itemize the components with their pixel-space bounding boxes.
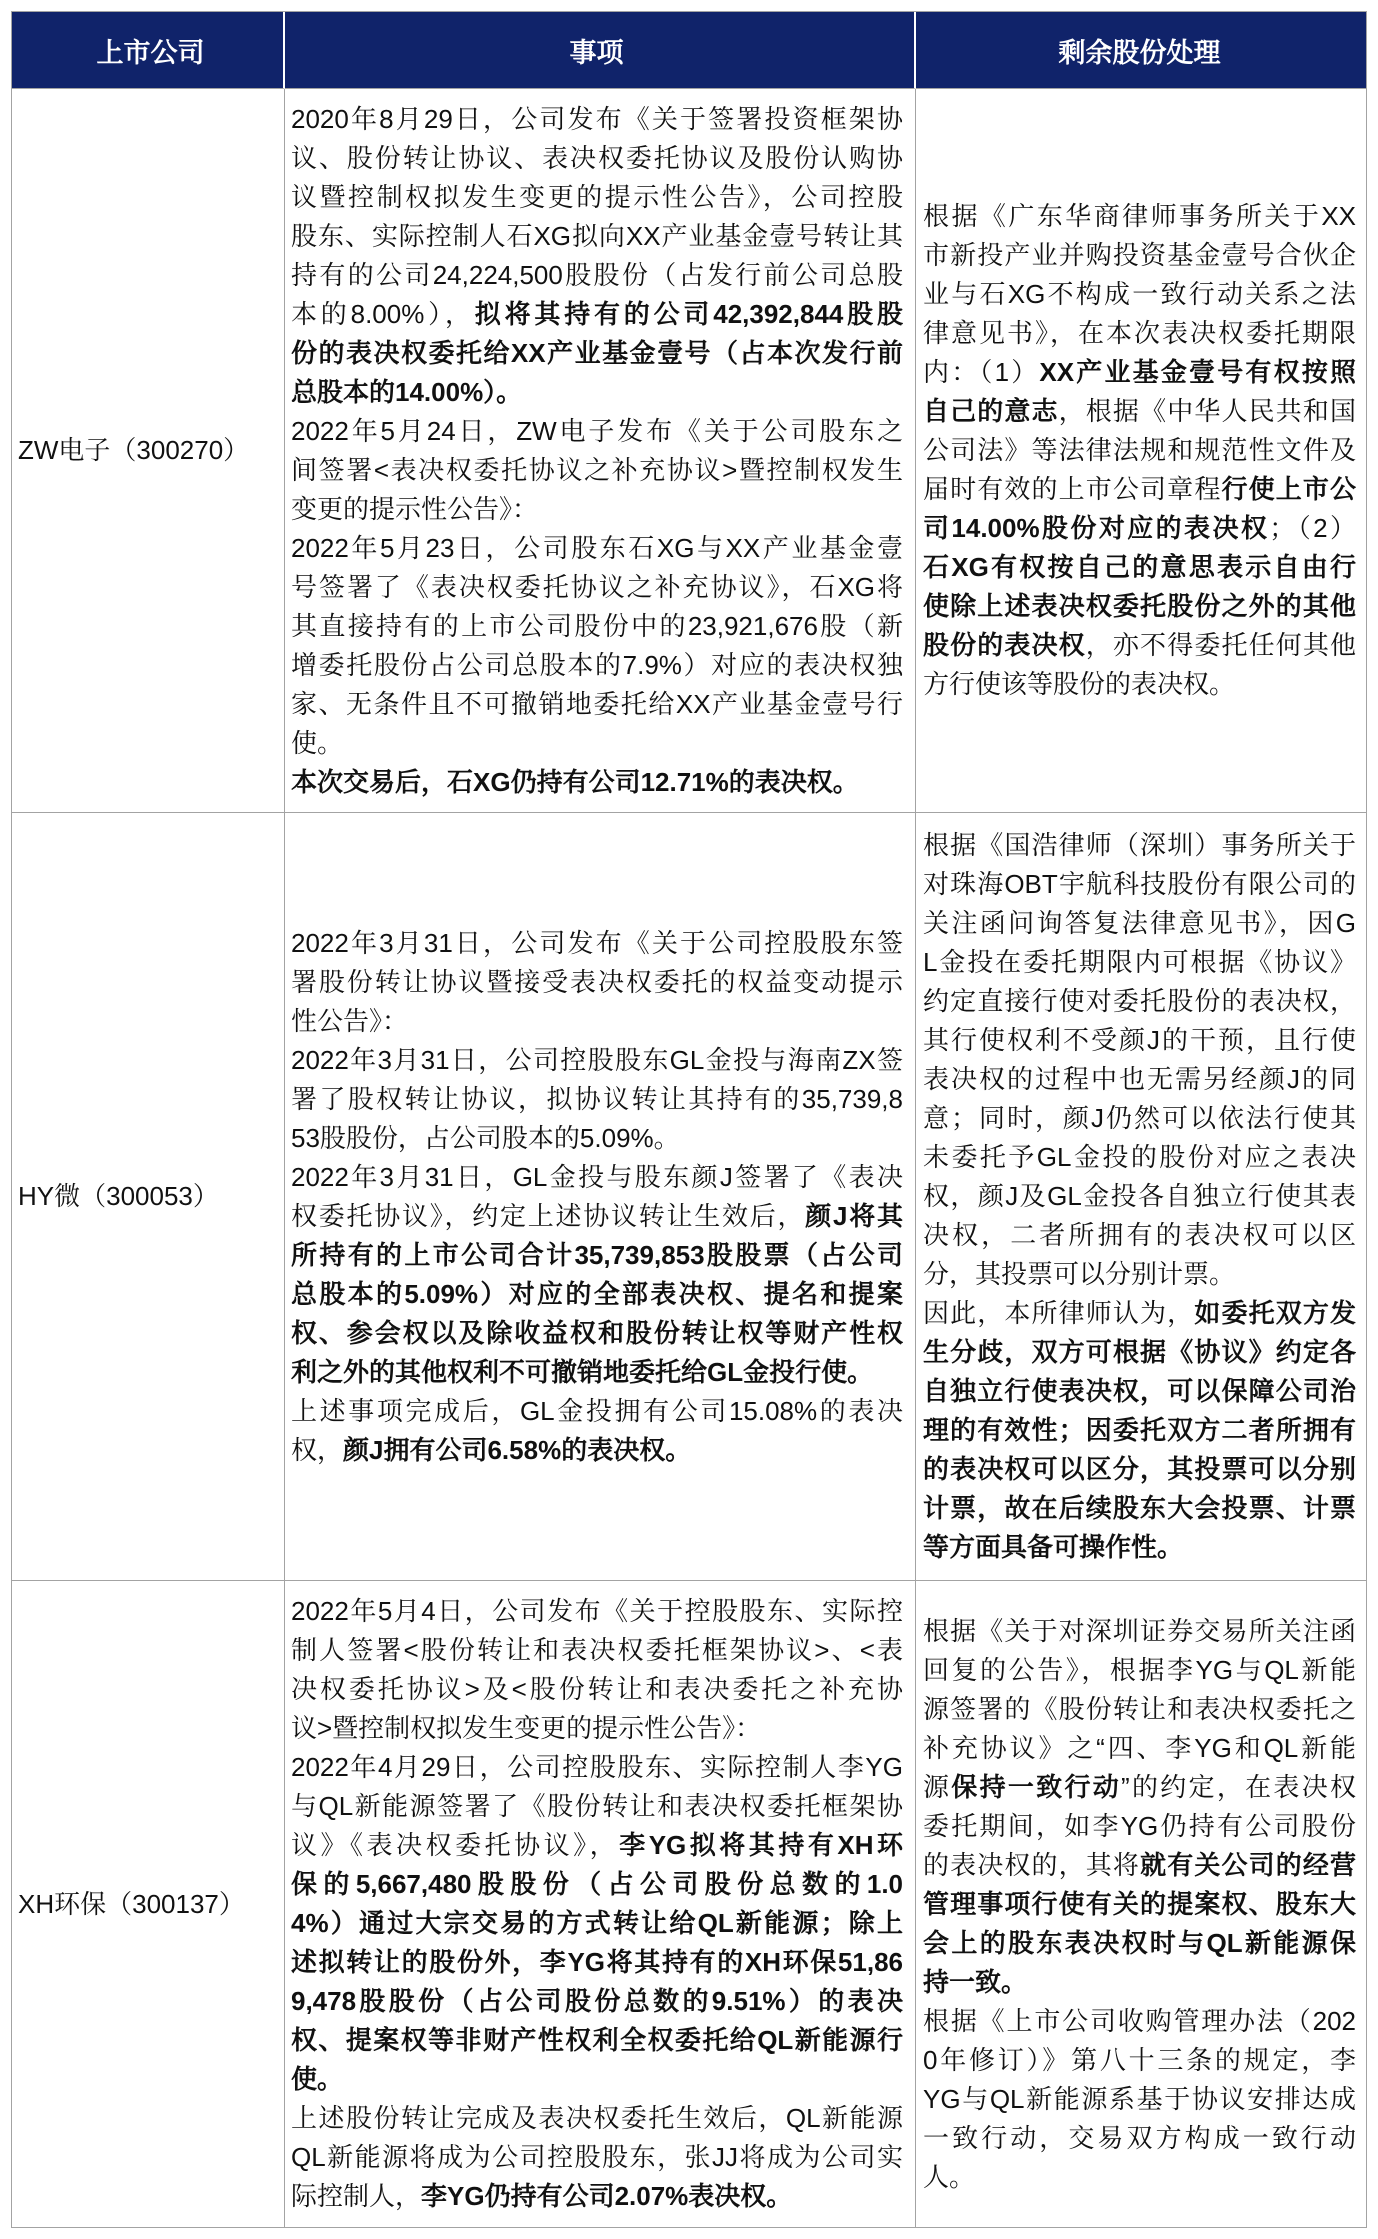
company-cell xyxy=(12,1581,285,2228)
text-run: 未委托予GL金投的股份对应之表决 xyxy=(923,1142,1356,1172)
paragraph xyxy=(291,1592,903,1748)
text-line xyxy=(923,314,1356,353)
text-line xyxy=(923,1138,1356,1177)
text-line xyxy=(291,1197,903,1236)
text-line xyxy=(923,665,1356,704)
text-run: 53股股份，占公司股本的5.09%。 xyxy=(291,1122,680,1153)
text-line xyxy=(291,1865,903,1904)
text-run: 补充协议》之“四、李YG和QL新能 xyxy=(923,1732,1356,1763)
bold-text-run: 股份的表决权 xyxy=(923,630,1086,660)
bold-text-run: 李YG拟将其持有XH环 xyxy=(619,1830,903,1860)
bold-text-run: 总股本的5.09%）对应的全部表决权、提名和提案 xyxy=(291,1278,903,1309)
text-run: 市新投产业并购投资基金壹号合伙企 xyxy=(923,240,1356,270)
text-run: 方行使该等股份的表决权。 xyxy=(923,669,1236,699)
bold-text-run: 利之外的其他权利不可撤销地委托给GL金投行使。 xyxy=(291,1356,874,1387)
text-run: 委托期间，如李YG仍持有公司股份 xyxy=(923,1810,1356,1841)
bold-text-run: 李YG仍持有公司2.07%表决权。 xyxy=(421,2181,793,2211)
text-run: 本的8.00%）， xyxy=(291,298,475,329)
paragraph xyxy=(291,1748,903,2099)
remaining-shares-cell xyxy=(916,1581,1367,2228)
text-line xyxy=(291,178,903,217)
text-run: 持有的公司24,224,500股股份（占发行前公司总股 xyxy=(291,259,903,290)
text-line xyxy=(923,1528,1356,1567)
paragraph xyxy=(923,826,1356,1294)
bold-text-run: 权、提案权等非财产性权利全权委托给QL新能源行 xyxy=(291,2025,903,2055)
text-run: 号签署了《表决权委托协议之补充协议》，石XG将 xyxy=(291,571,903,602)
text-run: 对珠海OBT宇航科技股份有限公司的 xyxy=(923,869,1356,899)
text-line xyxy=(923,865,1356,904)
company-name: ZW电子（300270） xyxy=(18,435,250,465)
text-run: 署了股权转让协议，拟协议转让其持有的35,739,8 xyxy=(291,1083,903,1114)
text-line xyxy=(923,431,1356,470)
text-run: 人。 xyxy=(923,2161,976,2192)
text-run: 分，其投票可以分别计票。 xyxy=(923,1259,1236,1289)
bold-text-run: 4%）通过大宗交易的方式转让给QL新能源；除上 xyxy=(291,1908,903,1938)
text-line xyxy=(291,924,903,963)
text-line xyxy=(923,236,1356,275)
text-line xyxy=(923,1612,1356,1651)
text-run: 决权，二者所拥有的表决权可以区 xyxy=(923,1220,1356,1250)
text-line xyxy=(923,1885,1356,1924)
matter-cell xyxy=(285,1581,916,2228)
text-run: ，根据《中华人民共和国 xyxy=(1058,396,1356,426)
text-line xyxy=(923,1099,1356,1138)
text-run: ；（2） xyxy=(1269,513,1356,543)
header-remaining-shares: 剩余股份处理 xyxy=(916,12,1367,89)
text-run: 内：（1） xyxy=(923,357,1040,387)
text-line xyxy=(291,1826,903,1865)
header-listed-company: 上市公司 xyxy=(12,12,285,89)
bold-text-run: 颜J将其 xyxy=(805,1200,903,1231)
bold-text-run: 的表决权可以区分，其投票可以分别 xyxy=(923,1454,1356,1484)
text-line xyxy=(291,529,903,568)
text-line xyxy=(923,275,1356,314)
text-run: 2022年3月31日，公司控股股东GL金投与海南ZX签 xyxy=(291,1044,903,1075)
text-run: 其行使权利不受颜J的干预，且行使 xyxy=(923,1025,1356,1055)
text-run: 2022年5月4日，公司发布《关于控股股东、实际控 xyxy=(291,1596,903,1626)
text-line xyxy=(923,197,1356,236)
bold-text-run: 持一致。 xyxy=(923,1966,1028,1997)
text-run: 2022年3月31日，GL金投与股东颜J签署了《表决 xyxy=(291,1161,903,1192)
text-run: 变更的提示性公告》： xyxy=(291,493,539,524)
text-run: 的表决权的，其将 xyxy=(923,1849,1141,1880)
bold-text-run: 颜J拥有公司6.58%的表决权。 xyxy=(343,1434,692,1465)
paragraph xyxy=(923,197,1356,704)
text-line xyxy=(291,1943,903,1982)
text-run: 权委托协议》，约定上述协议转让生效后， xyxy=(291,1200,806,1231)
bold-text-run: 使。 xyxy=(291,2064,344,2094)
text-line xyxy=(291,1119,903,1158)
text-line xyxy=(291,2021,903,2060)
text-line xyxy=(923,548,1356,587)
matter-cell xyxy=(285,89,916,813)
text-run: 间签署<表决权委托协议之补充协议>暨控制权发生 xyxy=(291,454,903,485)
bold-text-run: 保的5,667,480股股份（占公司股份总数的1.0 xyxy=(291,1869,903,1899)
text-run: 议暨控制权拟发生变更的提示性公告》，公司控股 xyxy=(291,181,903,212)
bold-text-run: 如委托双方发 xyxy=(1194,1298,1356,1328)
text-line xyxy=(923,1846,1356,1885)
text-run: 议>暨控制权拟发生变更的提示性公告》： xyxy=(291,1713,762,1743)
text-line xyxy=(923,1651,1356,1690)
text-run: 权， xyxy=(291,1434,344,1465)
text-line xyxy=(923,1255,1356,1294)
share-transfer-comparison-table xyxy=(11,11,1367,2228)
text-line xyxy=(291,685,903,724)
text-line xyxy=(923,1177,1356,1216)
text-run: 议》《表决权委托协议》， xyxy=(291,1830,620,1860)
text-line xyxy=(291,373,903,412)
company-name: XH环保（300137） xyxy=(18,1888,245,1919)
text-run: ，亦不得委托任何其他 xyxy=(1085,630,1356,660)
text-run: 约定直接行使对委托股份的表决权， xyxy=(923,986,1356,1016)
text-run: 业与石XG不构成一致行动关系之法 xyxy=(923,279,1356,309)
bold-text-run: 等方面具备可操作性。 xyxy=(923,1532,1184,1562)
bold-text-run: 权、参会权以及除收益权和股份转让权等财产性权 xyxy=(291,1317,903,1348)
bold-text-run: 9,478股股份（占公司股份总数的9.51%）的表决 xyxy=(291,1986,903,2016)
text-line xyxy=(923,826,1356,865)
bold-text-run: 份的表决权委托给XX产业基金壹号（占本次发行前 xyxy=(291,337,903,368)
text-line xyxy=(291,412,903,451)
text-run: 署股份转让协议暨接受表决权委托的权益变动提示 xyxy=(291,966,903,997)
text-line xyxy=(291,1041,903,1080)
text-line xyxy=(923,626,1356,665)
text-line xyxy=(291,2177,903,2216)
text-line xyxy=(291,607,903,646)
text-line xyxy=(291,1080,903,1119)
remaining-shares-text xyxy=(923,197,1356,704)
text-line xyxy=(291,2138,903,2177)
text-run: 根据《广东华商律师事务所关于XX xyxy=(923,201,1356,231)
text-run: 议、股份转让协议、表决权委托协议及股份认购协 xyxy=(291,142,903,173)
text-line xyxy=(291,1982,903,2021)
bold-text-run: 行使上市公 xyxy=(1221,474,1356,504)
text-line xyxy=(923,1729,1356,1768)
matter-text xyxy=(291,924,903,1470)
text-run: 决权委托协议>及<股份转让和表决委托之补充协 xyxy=(291,1674,903,1704)
text-line xyxy=(923,943,1356,982)
company-name: HY微（300053） xyxy=(18,1181,219,1211)
text-run: 公司法》等法律法规和规范性文件及 xyxy=(923,435,1356,465)
text-run: 其直接持有的上市公司股份中的23,921,676股（新 xyxy=(291,610,903,641)
text-line xyxy=(923,904,1356,943)
text-line xyxy=(291,1592,903,1631)
text-line xyxy=(923,1411,1356,1450)
text-run: L金投在委托期限内可根据《协议》 xyxy=(923,947,1356,977)
text-line xyxy=(923,392,1356,431)
text-run: 股东、实际控制人石XG拟向XX产业基金壹号转让其 xyxy=(291,220,903,251)
company-cell xyxy=(12,813,285,1581)
text-line xyxy=(923,1021,1356,1060)
text-run: 0年修订）》第八十三条的规定，李 xyxy=(923,2044,1356,2075)
text-line xyxy=(923,982,1356,1021)
text-line xyxy=(291,295,903,334)
text-line xyxy=(923,2080,1356,2119)
bold-text-run: 就有关公司的经营 xyxy=(1140,1849,1356,1880)
text-run: 权，颜J及GL金投各自独立行使其表 xyxy=(923,1181,1356,1211)
paragraph xyxy=(291,1158,903,1392)
text-run: 意；同时，颜J仍然可以依法行使其 xyxy=(923,1103,1356,1133)
text-line xyxy=(291,568,903,607)
text-line xyxy=(923,1333,1356,1372)
text-line xyxy=(291,1236,903,1275)
text-line xyxy=(923,1372,1356,1411)
bold-text-run: 司14.00%股份对应的表决权 xyxy=(923,513,1270,543)
text-line xyxy=(291,1158,903,1197)
paragraph xyxy=(923,1294,1356,1567)
company-cell xyxy=(12,89,285,813)
text-line xyxy=(923,1807,1356,1846)
text-line xyxy=(923,2002,1356,2041)
bold-text-run: 保持一致行动 xyxy=(951,1771,1122,1802)
paragraph xyxy=(291,412,903,529)
text-line xyxy=(923,1690,1356,1729)
text-line xyxy=(291,763,903,802)
text-line xyxy=(923,1963,1356,2002)
text-run: 因此，本所律师认为， xyxy=(923,1298,1195,1328)
paragraph xyxy=(923,2002,1356,2197)
text-line xyxy=(923,1450,1356,1489)
bold-text-run: 管理事项行使有关的提案权、股东大 xyxy=(923,1888,1356,1919)
text-line xyxy=(923,587,1356,626)
text-run: ”的约定，在表决权 xyxy=(1121,1771,1356,1802)
text-line xyxy=(291,1670,903,1709)
paragraph xyxy=(923,1612,1356,2002)
text-run: 根据《关于对深圳证券交易所关注函 xyxy=(923,1615,1356,1646)
bold-text-run: 自己的意志 xyxy=(923,396,1059,426)
paragraph xyxy=(291,1041,903,1158)
text-run: 届时有效的上市公司章程 xyxy=(923,474,1222,504)
bold-text-run: 理的有效性；因委托双方二者所拥有 xyxy=(923,1415,1356,1445)
remaining-shares-text xyxy=(923,826,1356,1567)
text-run: 与QL新能源签署了《股份转让和表决权委托框架协 xyxy=(291,1791,903,1821)
remaining-shares-cell xyxy=(916,813,1367,1581)
paragraph xyxy=(291,529,903,763)
text-run: 2020年8月29日，公司发布《关于签署投资框架协 xyxy=(291,103,903,134)
text-line xyxy=(291,1709,903,1748)
text-run: YG与QL新能源系基于协议安排达成 xyxy=(923,2083,1356,2114)
remaining-shares-text xyxy=(923,1612,1356,2197)
paragraph xyxy=(291,2099,903,2216)
text-run: 使。 xyxy=(291,727,344,758)
bold-text-run: 总股本的14.00%）。 xyxy=(291,376,523,407)
text-line xyxy=(291,963,903,1002)
text-line xyxy=(291,217,903,256)
text-line xyxy=(923,470,1356,509)
text-line xyxy=(291,256,903,295)
bold-text-run: 生分歧，双方可根据《协议》约定各 xyxy=(923,1337,1356,1367)
text-line xyxy=(291,334,903,373)
paragraph xyxy=(291,1392,903,1470)
bold-text-run: 自独立行使表决权，可以保障公司治 xyxy=(923,1376,1356,1406)
bold-text-run: XX产业基金壹号有权按照 xyxy=(1039,357,1356,387)
text-run: 上述事项完成后，GL金投拥有公司15.08%的表决 xyxy=(291,1395,903,1426)
text-line xyxy=(923,1924,1356,1963)
text-line xyxy=(291,1631,903,1670)
text-line xyxy=(923,2158,1356,2197)
text-run: QL新能源将成为公司控股股东，张JJ将成为公司实 xyxy=(291,2142,903,2172)
text-line xyxy=(923,1294,1356,1333)
text-run: 根据《国浩律师（深圳）事务所关于 xyxy=(923,830,1356,860)
text-run: 2022年5月23日，公司股东石XG与XX产业基金壹 xyxy=(291,532,903,563)
text-line xyxy=(291,1787,903,1826)
text-line xyxy=(291,490,903,529)
text-line xyxy=(291,646,903,685)
bold-text-run: 拟将其持有的公司42,392,844股股 xyxy=(474,298,903,329)
text-line xyxy=(923,1768,1356,1807)
text-run: 家、无条件且不可撤销地委托给XX产业基金壹号行 xyxy=(291,688,903,719)
text-run: 2022年5月24日，ZW电子发布《关于公司股东之 xyxy=(291,415,903,446)
text-line xyxy=(291,1748,903,1787)
remaining-shares-cell xyxy=(916,89,1367,813)
text-run: 律意见书》，在本次表决权委托期限 xyxy=(923,318,1356,348)
bold-text-run: 述拟转让的股份外，李YG将其持有的XH环保51,86 xyxy=(291,1947,903,1977)
text-run: 源 xyxy=(923,1771,952,1802)
bold-text-run: 所持有的上市公司合计35,739,853股股票（占公司 xyxy=(291,1239,903,1270)
text-line xyxy=(291,1275,903,1314)
text-line xyxy=(923,2041,1356,2080)
text-line xyxy=(923,1060,1356,1099)
text-run: 回复的公告》，根据李YG与QL新能 xyxy=(923,1654,1356,1685)
text-run: 一致行动，交易双方构成一致行动 xyxy=(923,2122,1356,2153)
text-line xyxy=(291,451,903,490)
matter-text xyxy=(291,100,903,802)
text-line xyxy=(291,1392,903,1431)
text-run: 际控制人， xyxy=(291,2181,422,2211)
text-line xyxy=(291,724,903,763)
text-line xyxy=(291,1002,903,1041)
text-line xyxy=(923,509,1356,548)
text-run: 2022年4月29日，公司控股股东、实际控制人李YG xyxy=(291,1752,903,1782)
matter-cell xyxy=(285,813,916,1581)
text-run: 表决权的过程中也无需另经颜J的同 xyxy=(923,1064,1356,1094)
header-matter: 事项 xyxy=(285,12,916,89)
paragraph xyxy=(291,924,903,1041)
text-run: 增委托股份占公司总股本的7.9%）对应的表决权独 xyxy=(291,649,903,680)
text-line xyxy=(923,353,1356,392)
text-line xyxy=(291,2099,903,2138)
text-line xyxy=(291,1431,903,1470)
bold-text-run: 本次交易后，石XG仍持有公司12.71%的表决权。 xyxy=(291,766,859,797)
text-line xyxy=(291,100,903,139)
bold-text-run: 计票，故在后续股东大会投票、计票 xyxy=(923,1493,1356,1523)
text-line xyxy=(923,1216,1356,1255)
text-run: 2022年3月31日，公司发布《关于公司控股股东签 xyxy=(291,927,903,958)
text-line xyxy=(923,2119,1356,2158)
text-line xyxy=(291,1904,903,1943)
text-line xyxy=(291,1314,903,1353)
bold-text-run: 石XG有权按自己的意思表示自由行 xyxy=(923,552,1356,582)
text-run: 源签署的《股份转让和表决权委托之 xyxy=(923,1693,1356,1724)
bold-text-run: 会上的股东表决权时与QL新能源保 xyxy=(923,1927,1356,1958)
bold-text-run: 使除上述表决权委托股份之外的其他 xyxy=(923,591,1356,621)
text-run: 根据《上市公司收购管理办法（202 xyxy=(923,2005,1356,2036)
text-line xyxy=(291,2060,903,2099)
paragraph xyxy=(291,763,903,802)
matter-text xyxy=(291,1592,903,2216)
text-run: 上述股份转让完成及表决权委托生效后，QL新能源 xyxy=(291,2103,903,2133)
text-run: 性公告》： xyxy=(291,1005,409,1036)
paragraph xyxy=(291,100,903,412)
text-line xyxy=(291,1353,903,1392)
text-run: 关注函问询答复法律意见书》，因G xyxy=(923,908,1356,938)
text-run: 制人签署<股份转让和表决权委托框架协议>、<表 xyxy=(291,1635,903,1665)
text-line xyxy=(923,1489,1356,1528)
text-line xyxy=(291,139,903,178)
